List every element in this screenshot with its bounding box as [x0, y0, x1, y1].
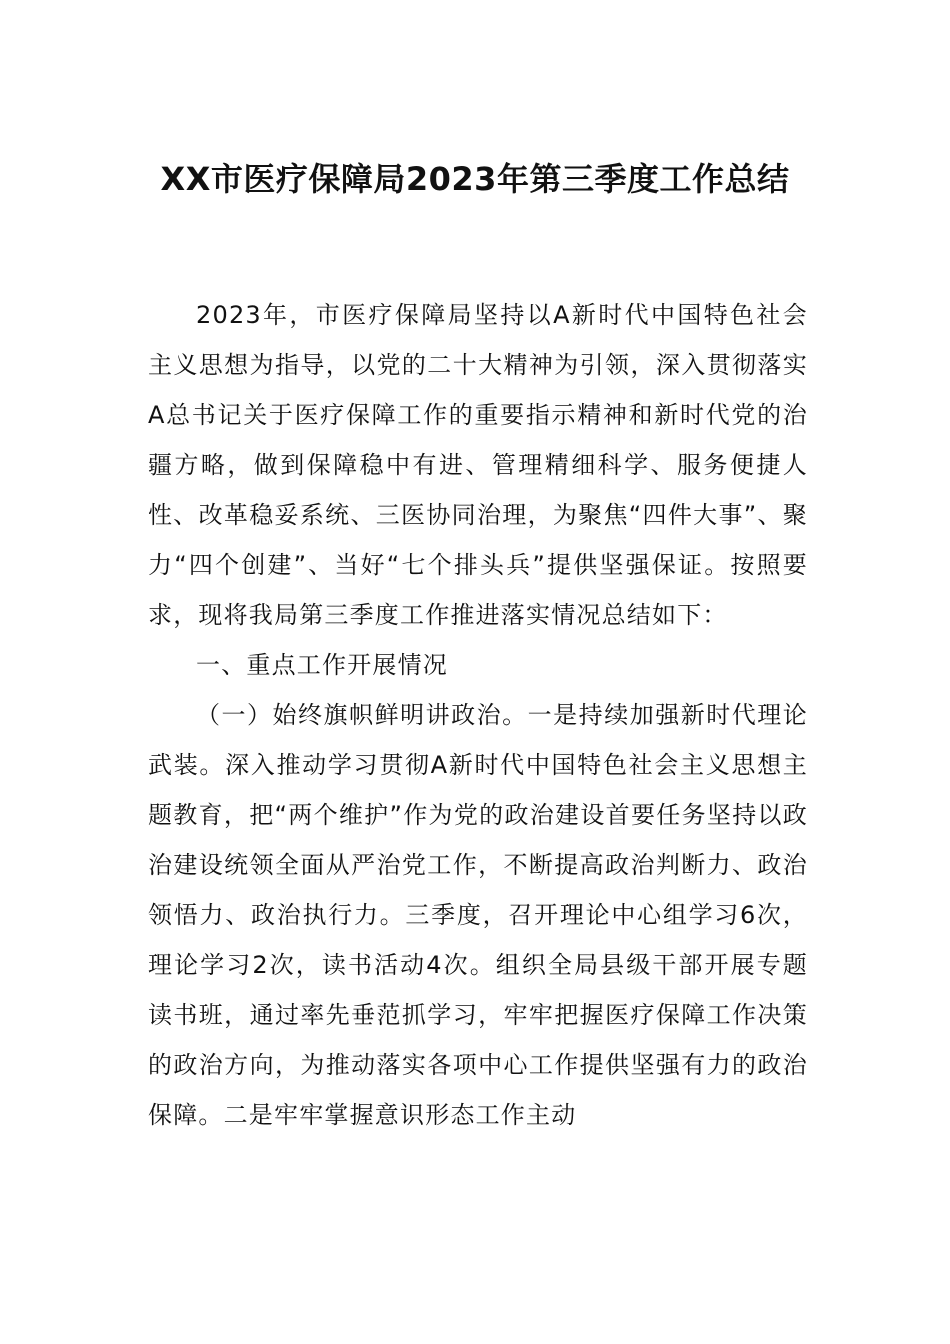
document-body [148, 290, 808, 1140]
document-title: XX市医疗保障局2023年第三季度工作总结 [160, 160, 790, 198]
section-paragraph: （一）始终旗帜鲜明讲政治。一是持续加强新时代理论武装。深入推动学习贯彻A新时代中国特色社会主义思想主题教育，把“两个维护”作为党的政治建设首要任务坚持以政治建设统领全面从严治党工作，不断提高政治判断力、政治领悟力、政治执行力。三季度，召开理论中心组学习6次，理论学习2次，读书活动4次。组织全局县级干部开展专题读书班，通过率先垂范抓学习，牢牢把握医疗保障工作决策的政治方向，为推动落实各项中心工作提供坚强有力的政治保障。二是牢牢掌握意识形态工作主动 [148, 701, 808, 1129]
intro-paragraph: 2023年，市医疗保障局坚持以A新时代中国特色社会主义思想为指导，以党的二十大精神为引领，深入贯彻落实A总书记关于医疗保障工作的重要指示精神和新时代党的治疆方略，做到保障稳中有进、管理精细科学、服务便捷人性、改革稳妥系统、三医协同治理，为聚焦“四件大事”、聚力“四个创建”、当好“七个排头兵”提供坚强保证。按照要求，现将我局第三季度工作推进落实情况总结如下： [148, 301, 808, 629]
section-heading: 一、重点工作开展情况 [196, 651, 448, 679]
